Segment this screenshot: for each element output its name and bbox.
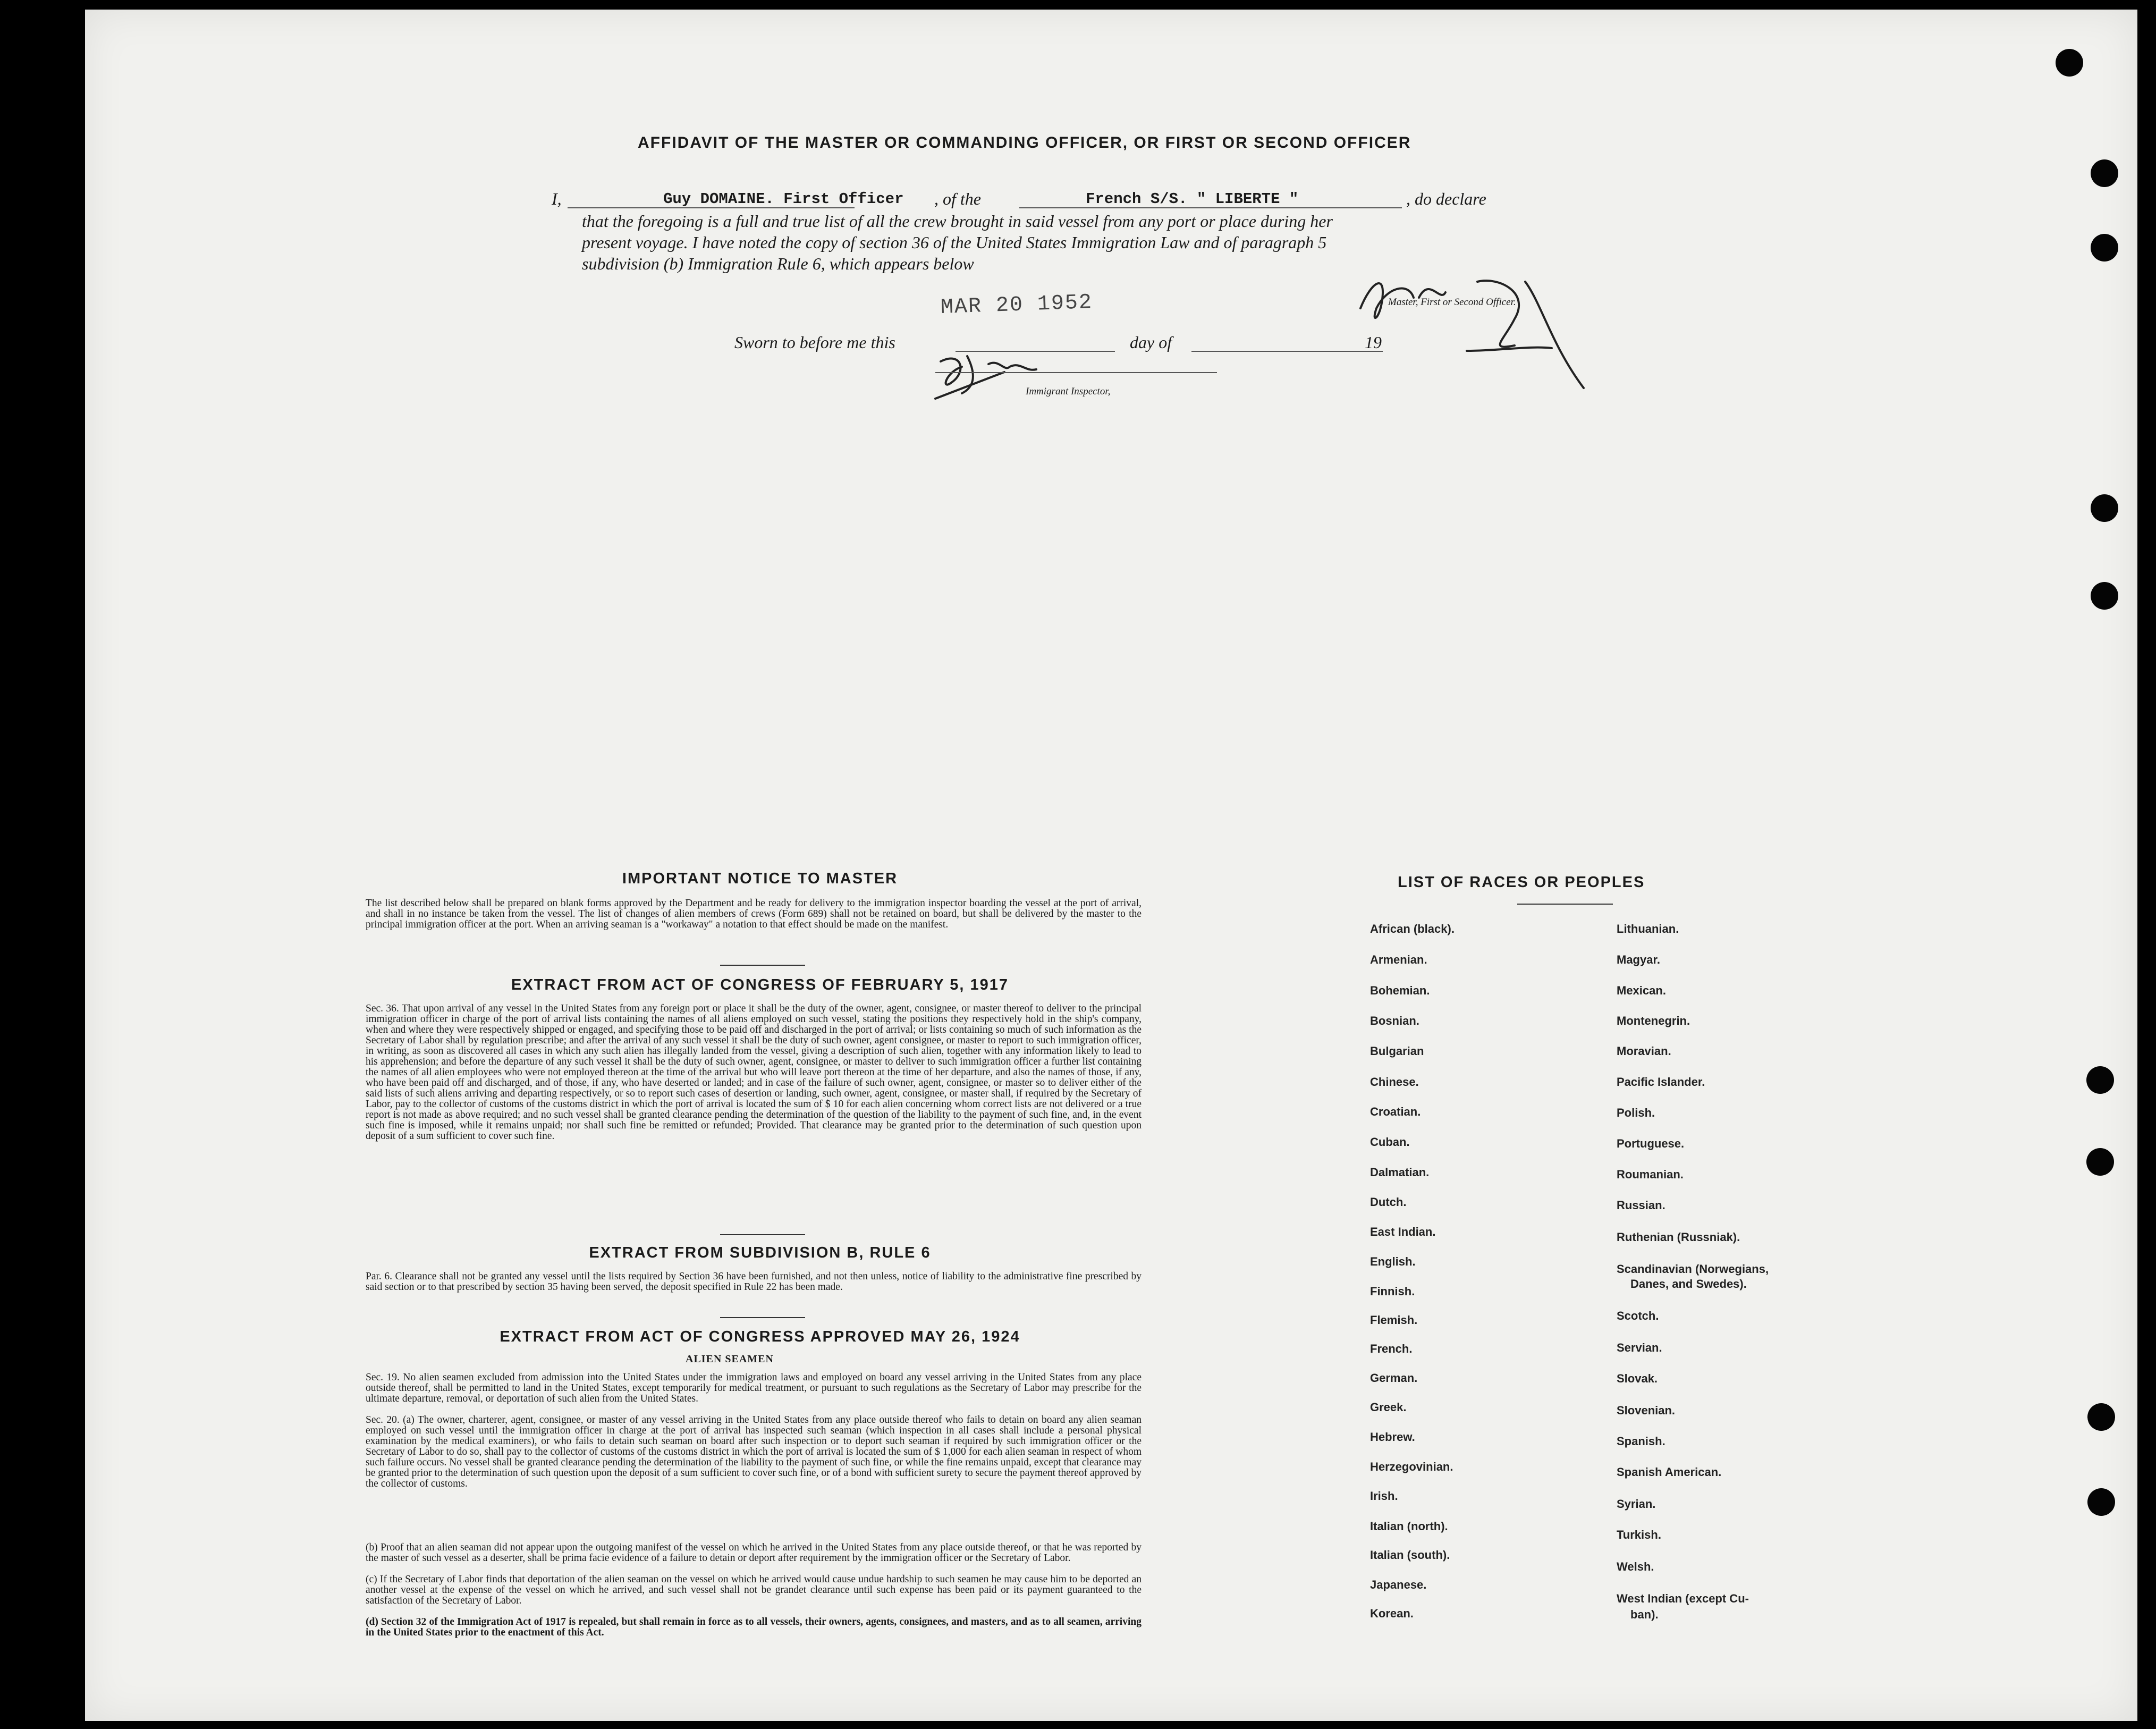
race-item: Armenian. [1370,953,1427,966]
month-underline [1191,351,1383,352]
vessel-name: French S/S. " LIBERTE " [1086,190,1299,208]
race-item: Bulgarian [1370,1044,1424,1058]
race-item: Servian. [1617,1341,1662,1354]
of-the-text: , of the [934,189,981,208]
race-item: German. [1370,1371,1418,1385]
inspector-underline [935,372,1217,373]
race-item: Slovak. [1617,1372,1658,1385]
race-item: Chinese. [1370,1075,1419,1089]
race-item: Spanish. [1617,1435,1665,1448]
do-declare-text: , do declare [1406,189,1486,208]
punch-hole [2091,582,2118,610]
punch-hole [2086,1148,2114,1176]
race-item: Danes, and Swedes). [1630,1277,1747,1291]
race-item: Bosnian. [1370,1014,1419,1027]
race-item: Japanese. [1370,1578,1427,1591]
signature-caption: Master, First or Second Officer. [1388,297,1516,308]
declaration-line-4: subdivision (b) Immigration Rule 6, which appears below [582,254,974,273]
year-prefix: 19 [1365,333,1382,352]
punch-hole [2091,159,2118,187]
inspector-caption: Immigrant Inspector, [1026,386,1111,397]
races-title: LIST OF RACES OR PEOPLES [1398,874,1645,891]
race-item: Italian (north). [1370,1520,1448,1533]
notice-title: IMPORTANT NOTICE TO MASTER [622,870,898,887]
punch-hole [2086,1066,2114,1094]
divider [720,1317,805,1318]
race-item: Mexican. [1617,984,1666,997]
punch-hole [2087,1488,2115,1516]
race-item: Croatian. [1370,1105,1421,1118]
race-item: Scotch. [1617,1309,1659,1322]
race-item: Dalmatian. [1370,1166,1430,1179]
officer-signature [1339,260,1616,399]
race-item: Polish. [1617,1106,1655,1119]
race-item: West Indian (except Cu- [1617,1592,1749,1605]
race-item: Russian. [1617,1199,1665,1212]
race-item: Lithuanian. [1617,922,1679,935]
race-item: Finnish. [1370,1285,1415,1298]
race-item: Korean. [1370,1607,1414,1620]
race-item: Italian (south). [1370,1548,1450,1562]
divider [720,965,805,966]
race-item: Bohemian. [1370,984,1430,997]
race-item: Welsh. [1617,1560,1654,1573]
subdivision-text: Par. 6. Clearance shall not be granted any vessel until the lists required by Section 36 have been furnished, and not then unless, notice of liability to the administrative fine prescribed by said section or to that prescribed by section 35 having been served, the deposit specified in Rule 22 has been made. [366,1271,1142,1293]
sworn-label: Sworn to before me this [734,333,895,352]
declaration-i: I, [552,189,562,208]
declaration-line-1 [552,189,1572,210]
race-item: Herzegovinian. [1370,1460,1453,1473]
race-item: ban). [1630,1608,1659,1621]
declaration-line-2: that the foregoing is a full and true list of all the crew brought in said vessel from any port or place during her [582,212,1333,231]
race-item: Scandinavian (Norwegians, [1617,1262,1769,1276]
race-item: Hebrew. [1370,1430,1415,1444]
day-of-label: day of [1130,333,1172,352]
extract-1917-text: Sec. 36. That upon arrival of any vessel in the United States from any foreign port or place it shall be the duty of the owner, agent, consignee, or master thereof to deliver to the principal immigration officer in charge of the port of arrival lists containing the names of all aliens employed on such vessel, stating the positions they respectively hold in the ship's company, when and where they were respectively shipped or engaged, and specifying those to be paid off and discharged in the port of arrival; or lists containing so much of such information as the Secretary of Labor shall by regulation prescribe; and after the arrival of any such vessel it shall be the duty of such owner, agent consignee, or master to report to such immigration officer, in writing, as soon as discovered all cases in which any such alien has illegally landed from the vessel, giving a description of such alien, together with any information likely to lead to his apprehension; and before the departure of any such vessel it shall be the duty of such owner, agent, consignee, or master to deliver to such immigration officer a further list containing the names of all alien employees who were not employed thereon at the time of the arrival but who will leave port thereon at the time of her departure, and also the names of those, if any, who have been paid off and discharged, and of those, if any, who have deserted or landed; and in case of the failure of such owner, agent, consignee, or master so to deliver either of the said lists of such aliens arriving and departing respectively, or so to report such cases of desertion or landing, such owner, agent, consignee, or master shall, if required by the Secretary of Labor, pay to the collector of customs of the customs district in which the port of arrival is located the sum of $ 10 for each alien concerning whom correct lists are not delivered or a true report is not made as above required; and no such vessel shall be granted clearance pending the determination of the question of the liability to the payment of such fine, and, in the event such fine is imposed, while it remains unpaid; nor shall such fine be remitted or refunded; Provided. That clearance may be granted prior to the determination of such question upon deposit of a sum sufficient to cover such fine. [366,1003,1142,1142]
race-item: Slovenian. [1617,1404,1676,1417]
race-item: Pacific Islander. [1617,1075,1705,1089]
sec20b-text: (b) Proof that an alien seaman did not appear upon the outgoing manifest of the vessel on which he arrived in the United States from any place outside thereof, or that he was reported by the master of such vessel as a deserter, shall be prima facie evidence of a failure to detain or deport after requirement by the immigration officer or the Secretary of Labor. [366,1542,1142,1564]
race-item: Turkish. [1617,1528,1661,1541]
race-item: Irish. [1370,1489,1398,1503]
race-item: Magyar. [1617,953,1660,966]
extract-1924-title: EXTRACT FROM ACT OF CONGRESS APPROVED MAY 26, 1924 [500,1328,1020,1345]
affidavit-title: AFFIDAVIT OF THE MASTER OR COMMANDING OFFICER, OR FIRST OR SECOND OFFICER [638,134,1411,151]
race-item: Portuguese. [1617,1137,1685,1150]
punch-hole [2091,494,2118,522]
race-item: East Indian. [1370,1225,1436,1238]
punch-hole [2087,1403,2115,1431]
race-item: Greek. [1370,1401,1407,1414]
race-item: Montenegrin. [1617,1014,1690,1027]
race-item: African (black). [1370,922,1455,935]
race-item: Ruthenian (Russniak). [1617,1230,1740,1244]
race-item: English. [1370,1255,1416,1268]
race-item: Spanish American. [1617,1465,1722,1479]
race-item: Syrian. [1617,1497,1656,1511]
sec19-text: Sec. 19. No alien seamen excluded from admission into the United States under the immigration laws and employed on board any vessel arriving in the United States from any place outside thereof, shall be permitted to land in the United States, except temporarily for medical treatment, or pursuant to such regulations as the Secretary of Labor may prescribe for the ultimate departure, removal, or deportation of such alien from the United States. [366,1372,1142,1404]
race-item: Dutch. [1370,1195,1407,1209]
officer-name: Guy DOMAINE. First Officer [663,190,904,208]
notice-text: The list described below shall be prepared on blank forms approved by the Department and be ready for delivery to the immigration inspector boarding the vessel at the port of arrival, and shall in no instance be taken from the vessel. The list of changes of alien members of crews (Form 689) shall not be retained on board, but shall be delivered by the master to the principal immigration officer at the port. When an arriving seaman is a "workaway" a notation to that effect should be made on the manifest. [366,898,1142,930]
date-stamp: MAR 20 1952 [940,291,1093,320]
alien-seamen-subtitle: ALIEN SEAMEN [686,1353,774,1365]
extract-1917-title: EXTRACT FROM ACT OF CONGRESS OF FEBRUARY 5, 1917 [511,976,1009,993]
sec20d-text: (d) Section 32 of the Immigration Act of 1917 is repealed, but shall remain in force as to all vessels, their owners, agents, consignees, and masters, and as to all seamen, arriving in the United States prior to the enactment of this Act. [366,1616,1142,1638]
punch-hole [2091,234,2118,262]
sec20a-text: Sec. 20. (a) The owner, charterer, agent, consignee, or master of any vessel arriving in the United States from any place outside thereof who fails to detain on board any alien seaman employed on such vessel until the immigration officer in charge at the port of arrival has inspected such seaman (which inspection in all cases shall include a personal physical examination by the medical examiners), or who fails to detain such seaman on board after such inspection or to deport such seaman if required by such immigration officer or the Secretary of Labor to do so, shall pay to the collector of customs of the customs district in which the port of arrival is located the sum of $ 1,000 for each alien seaman in respect of whom such failure occurs. No vessel shall be granted clearance pending the determination of the liability to the payment of such fine, or while the fine remains unpaid, except that clearance may be granted prior to the determination of such question upon the deposit of a sum sufficient to cover such fine, or of a bond with sufficient surety to secure the payment thereof approved by the collector of customs. [366,1414,1142,1489]
declaration-line-3: present voyage. I have noted the copy of section 36 of the United States Immigration Law and of paragraph 5 [582,233,1327,252]
race-item: Roumanian. [1617,1168,1684,1181]
sec20c-text: (c) If the Secretary of Labor finds that deportation of the alien seaman on the vessel on which he arrived would cause undue hardship to such seamen he may cause him to be deported an another vessel at the expense of the vessel on which he arrived, and such vessel shall not be grandet clearance until such expense has been paid or its payment guaranteed to the satisfaction of the Secretary of Labor. [366,1574,1142,1606]
race-item: Flemish. [1370,1313,1418,1327]
subdivision-title: EXTRACT FROM SUBDIVISION B, RULE 6 [589,1244,931,1261]
divider [1517,904,1613,905]
race-item: French. [1370,1342,1413,1355]
race-item: Moravian. [1617,1044,1671,1058]
punch-hole [2056,49,2083,77]
divider [720,1234,805,1235]
race-item: Cuban. [1370,1135,1410,1149]
